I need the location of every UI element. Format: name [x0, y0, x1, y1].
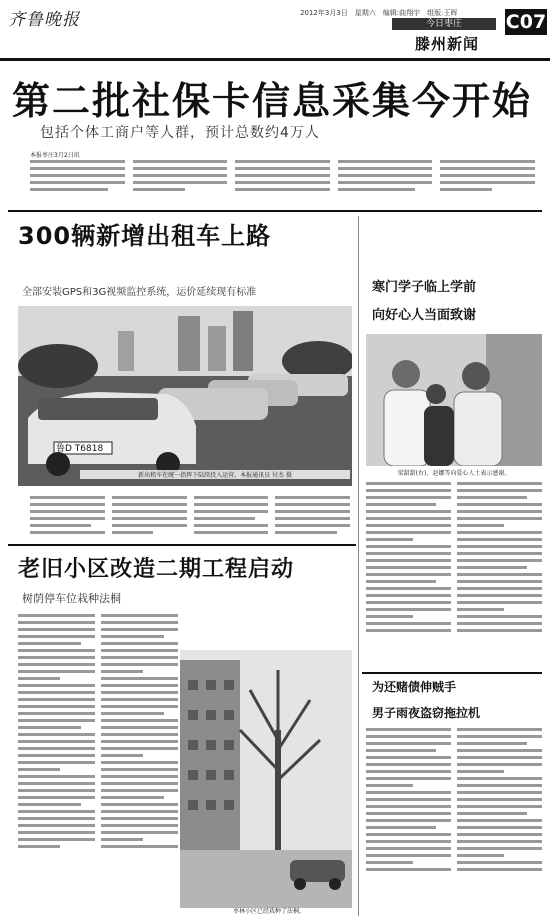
story1-headline: 第二批社保卡信息采集今开始	[12, 79, 533, 123]
taxi-photo-caption: 新出租车在统一指挥下陆续投入运营。本报通讯员 付杰 摄	[80, 470, 350, 479]
story2-subhead: 全部安装GPS和3G视频监控系统，运价延续现有标准	[22, 287, 257, 298]
masthead	[0, 0, 550, 60]
story1-lead: 本报枣庄3月2日讯	[30, 152, 80, 159]
taxi-illustration	[18, 306, 352, 486]
story4-headline-line2: 向好心人当面致谢	[372, 308, 477, 323]
story3-body	[18, 614, 178, 904]
column-divider	[358, 216, 359, 916]
story1-rule	[8, 210, 542, 212]
taxi-plate: 鲁D T6818	[56, 444, 104, 454]
people-illustration	[366, 334, 542, 466]
tree-photo	[180, 650, 352, 908]
section-badge: 今日枣庄	[392, 18, 496, 30]
story3-headline: 老旧小区改造二期工程启动	[18, 557, 295, 582]
people-photo	[366, 334, 542, 466]
story2-headline: 300辆新增出租车上路	[18, 222, 272, 250]
people-photo-caption: 梁甜甜(右)、赵娜等向爱心人士表示感谢。	[397, 470, 511, 477]
masthead-rule	[0, 58, 550, 61]
paper-logo: 齐鲁晚报	[8, 10, 80, 30]
story5-headline-line1: 为还赌债伸贼手	[372, 680, 457, 694]
story3-subhead: 树荫停车位栽种法桐	[22, 592, 121, 605]
tree-illustration	[180, 650, 352, 908]
page-number: C07	[505, 11, 547, 33]
story5-body	[366, 728, 542, 916]
taxi-photo	[18, 306, 352, 486]
story2-rule	[8, 544, 356, 546]
issue-meta: 2012年3月3日 星期六 编辑:曲翔宇 组版:王晖	[300, 9, 458, 17]
tree-photo-caption: 枣林小区已经栽种了法桐。	[232, 908, 305, 915]
story1-subhead: 包括个体工商户等人群，预计总数约4万人	[40, 125, 320, 141]
story2-body	[30, 496, 350, 538]
story1-body	[30, 160, 535, 208]
section-name: 滕州新闻	[414, 35, 479, 53]
story5-headline-line2: 男子雨夜盗窃拖拉机	[372, 706, 481, 720]
story4-headline-line1: 寒门学子临上学前	[372, 280, 477, 295]
story4-rule	[362, 672, 542, 674]
story4-body	[366, 482, 542, 682]
